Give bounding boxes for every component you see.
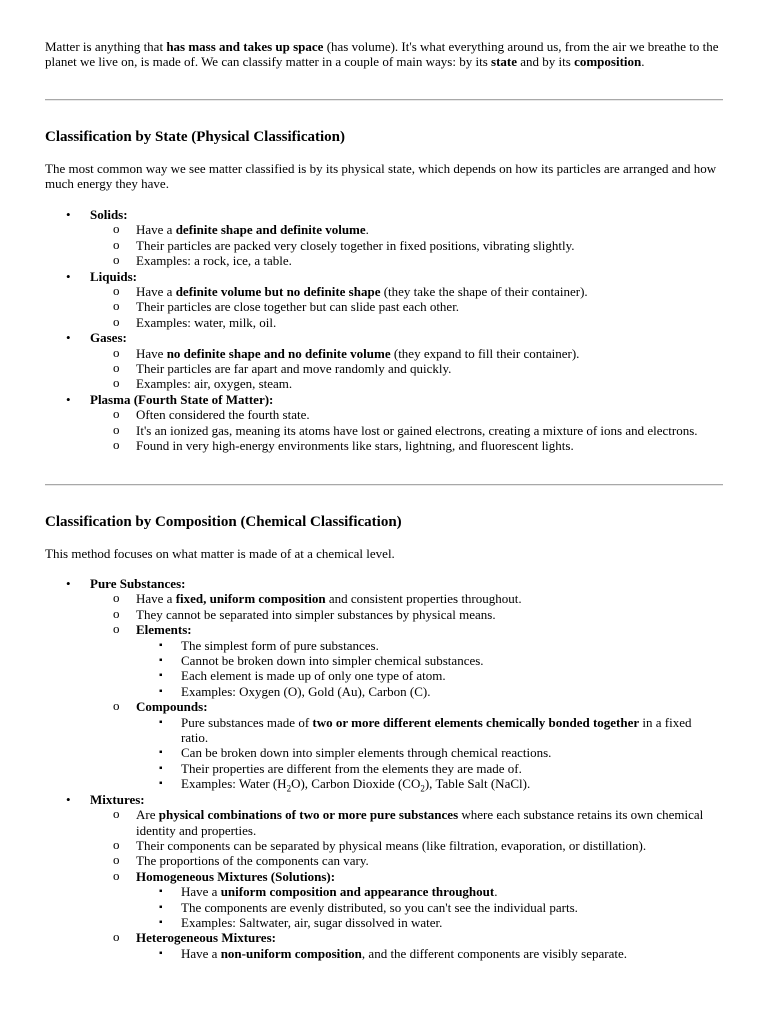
text: Have a — [136, 591, 176, 607]
intro-text: and by its — [517, 54, 575, 70]
subscript: 2 — [420, 783, 425, 794]
text: Have a — [181, 945, 221, 961]
list-item — [136, 776, 725, 794]
divider — [45, 484, 723, 486]
list-item-elements — [90, 622, 725, 699]
list-item-label: Gases: — [90, 330, 127, 346]
sub-list — [90, 407, 725, 453]
list-item-label: Elements: — [136, 622, 192, 638]
sub-sub-list — [136, 715, 725, 792]
composition-list — [45, 576, 725, 961]
text: Have a — [181, 884, 221, 900]
divider — [45, 99, 723, 101]
text: and consistent properties throughout. — [325, 591, 522, 607]
intro-text: Matter is anything that — [45, 39, 167, 54]
sub-sub-list — [136, 946, 725, 961]
text: Have a — [136, 284, 176, 300]
bold-text: no definite shape and no definite volume — [166, 345, 391, 361]
list-item-plasma — [45, 392, 725, 454]
list-item-mixtures — [45, 792, 725, 961]
bold-text: physical combinations of two or more pure substances — [158, 807, 459, 823]
list-item-label: Compounds: — [136, 699, 208, 715]
sub-list — [90, 284, 725, 330]
bold-text: definite shape and definite volume — [175, 222, 366, 238]
text: Pure substances made of — [181, 714, 313, 730]
list-item-gases — [45, 330, 725, 392]
list-item-heterogeneous — [90, 930, 725, 961]
list-item: ▪ Examples: Saltwater, air, sugar dissolved in water. — [136, 915, 725, 930]
list-item-label: Heterogeneous Mixtures: — [136, 930, 276, 946]
list-item: o Their particles are close together but can slide past each other. — [90, 299, 725, 314]
list-item: ▪ Their properties are different from the elements they are made of. — [136, 761, 725, 776]
list-item: o Their components can be separated by physical means (like filtration, evaporation, or distillation). — [90, 838, 725, 853]
text: , and the different components are visibly separate. — [361, 945, 628, 961]
list-item-label: Mixtures: — [90, 791, 145, 807]
sub-list — [90, 591, 725, 794]
list-item: o They cannot be separated into simpler substances by physical means. — [90, 607, 725, 622]
text: . — [494, 884, 498, 900]
bold-text: definite volume but no definite shape — [175, 284, 381, 300]
list-item — [90, 591, 725, 606]
bold-text: uniform composition and appearance throughout — [220, 884, 495, 900]
list-item: o Found in very high-energy environments like stars, lightning, and fluorescent lights. — [90, 438, 725, 453]
state-list — [45, 207, 725, 454]
text: . — [365, 222, 369, 238]
text: Examples: Water (H — [181, 776, 287, 792]
list-item-label: Liquids: — [90, 268, 137, 284]
list-item — [136, 884, 725, 899]
subscript: 2 — [286, 783, 292, 794]
list-item — [90, 284, 725, 299]
sub-sub-list — [136, 884, 725, 930]
list-item-label: Solids: — [90, 207, 128, 222]
list-item-label: Homogeneous Mixtures (Solutions): — [136, 868, 336, 884]
sub-list — [90, 346, 725, 392]
list-item: ▪ Can be broken down into simpler elements through chemical reactions. — [136, 745, 725, 760]
list-item-solids — [45, 207, 725, 269]
text: Are — [136, 807, 159, 823]
list-item: ▪ Each element is made up of only one type of atom. — [136, 668, 725, 683]
list-item: ▪ The components are evenly distributed, so you can't see the individual parts. — [136, 900, 725, 915]
intro-bold: has mass and takes up space — [166, 39, 324, 54]
intro-text: (has volume). It's what everything around us, from the air we breathe to the planet we live on, is made of. We can classify matter in a couple of main ways: by its — [45, 39, 719, 70]
text: in a fixed ratio. — [181, 714, 692, 746]
list-item-pure-substances — [45, 576, 725, 792]
intro-text: . — [641, 54, 645, 70]
text: O), Carbon Dioxide (CO — [291, 776, 421, 792]
list-item-liquids — [45, 269, 725, 331]
list-item: o The proportions of the components can vary. — [90, 853, 725, 868]
list-item: o Often considered the fourth state. — [90, 407, 725, 422]
text: (they expand to fill their container). — [390, 345, 580, 361]
list-item: o Examples: a rock, ice, a table. — [90, 253, 725, 268]
composition-intro: This method focuses on what matter is made of at a chemical level. — [45, 546, 395, 561]
list-item — [90, 807, 725, 838]
list-item — [136, 946, 725, 961]
list-item: o Examples: water, milk, oil. — [90, 315, 725, 330]
text: Have a — [136, 222, 176, 238]
list-item: o Examples: air, oxygen, steam. — [90, 376, 725, 391]
bold-text: two or more different elements chemically bonded together — [312, 714, 640, 730]
state-intro: The most common way we see matter classified is by its physical state, which depends on how its particles are arranged and how much energy they have. — [45, 161, 717, 192]
intro-bold: composition — [574, 54, 642, 70]
text: ), Table Salt (NaCl). — [424, 776, 531, 792]
intro-bold: state — [491, 54, 518, 70]
bold-text: fixed, uniform composition — [175, 591, 326, 607]
list-item: ▪ Examples: Oxygen (O), Gold (Au), Carbon (C). — [136, 684, 725, 699]
intro-paragraph — [45, 39, 725, 70]
state-heading: Classification by State (Physical Classification) — [45, 129, 345, 145]
list-item — [90, 222, 725, 237]
list-item: o Their particles are far apart and move randomly and quickly. — [90, 361, 725, 376]
list-item: o Their particles are packed very closely together in fixed positions, vibrating slightly. — [90, 238, 725, 253]
text: (they take the shape of their container). — [380, 284, 588, 300]
text: where each substance retains its own chemical identity and properties. — [136, 807, 704, 838]
composition-heading: Classification by Composition (Chemical Classification) — [45, 514, 402, 530]
list-item-label: Pure Substances: — [90, 576, 186, 591]
sub-list — [90, 222, 725, 268]
list-item — [90, 346, 725, 361]
sub-list — [90, 807, 725, 961]
sub-sub-list — [136, 638, 725, 700]
list-item: o It's an ionized gas, meaning its atoms have lost or gained electrons, creating a mixture of ions and electrons. — [90, 423, 725, 438]
list-item: ▪ Cannot be broken down into simpler chemical substances. — [136, 653, 725, 668]
list-item — [136, 715, 725, 746]
list-item-label: Plasma (Fourth State of Matter): — [90, 391, 274, 407]
list-item: ▪ The simplest form of pure substances. — [136, 638, 725, 653]
list-item-homogeneous — [90, 869, 725, 931]
text: Have — [136, 345, 167, 361]
bold-text: non-uniform composition — [220, 945, 362, 961]
list-item-compounds — [90, 699, 725, 794]
